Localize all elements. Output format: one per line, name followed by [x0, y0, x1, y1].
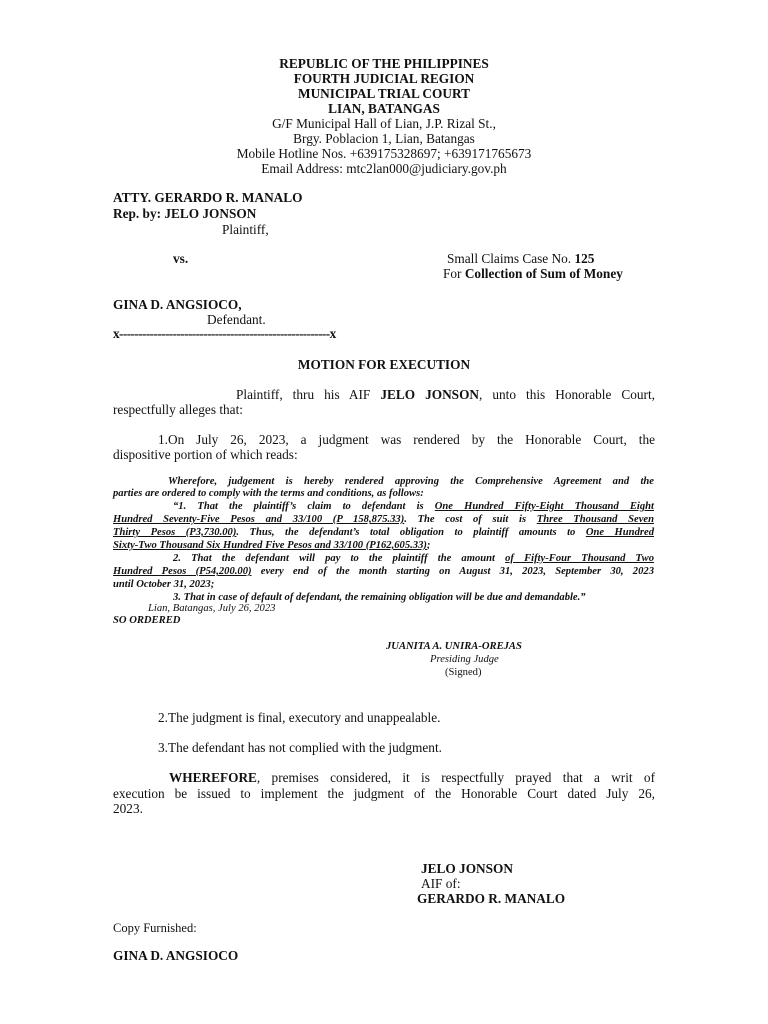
- para2: 2.The judgment is final, executory and unappealable.: [158, 710, 441, 725]
- prayer-line-1: [113, 770, 655, 785]
- quote-item1-text: “1. That the plaintiff’s claim to defendant is: [173, 501, 424, 512]
- plaintiff-name: ATTY. GERARDO R. MANALO: [113, 190, 303, 205]
- quote-place-date: Lian, Batangas, July 26, 2023: [148, 603, 276, 614]
- judge-signed: (Signed): [445, 667, 482, 678]
- judge-name: JUANITA A. UNIRA-OREJAS: [386, 641, 522, 652]
- prayer-line-3: 2023.: [113, 801, 143, 816]
- intro-aif-name: JELO JONSON: [380, 387, 480, 402]
- quote-line-6: [113, 540, 430, 552]
- quote-installment-schedule: every end of the month starting on August 31, 2023, September 30, 2023: [260, 566, 654, 577]
- header-region: FOURTH JUDICIAL REGION: [293, 71, 475, 86]
- quote-total-end: ;: [426, 540, 431, 551]
- case-nature: Collection of Sum of Money: [464, 266, 623, 281]
- case-prefix: Small Claims Case No.: [447, 251, 572, 266]
- case-number-line: [447, 251, 594, 266]
- versus-label: vs.: [173, 251, 189, 266]
- signatory-aif-label: AIF of:: [421, 876, 461, 891]
- quote-line-1: Wherefore, judgement is hereby rendered approving the Comprehensive Agreement and the: [168, 476, 654, 487]
- header-address-2: Brgy. Poblacion 1, Lian, Batangas: [293, 131, 475, 146]
- intro-line-1: [113, 387, 655, 402]
- quote-cost-text: . The cost of suit is: [404, 514, 527, 525]
- header-address-1: G/F Municipal Hall of Lian, J.P. Rizal St.,: [272, 116, 496, 131]
- intro-text-a: Plaintiff, thru his AIF: [236, 387, 371, 402]
- quote-total-words: One Hundred: [585, 527, 654, 538]
- plaintiff-label: Plaintiff,: [222, 222, 269, 237]
- quote-line-9: until October 31, 2023;: [113, 579, 215, 590]
- para1-line-1: 1.On July 26, 2023, a judgment was rendered by the Honorable Court, the: [158, 432, 655, 447]
- prayer-line-2: execution be issued to implement the judgment of the Honorable Court dated July 26,: [113, 786, 655, 801]
- quote-line-7: [173, 553, 654, 565]
- signatory-principal: GERARDO R. MANALO: [417, 891, 566, 906]
- intro-text-b: , unto this Honorable Court,: [479, 387, 655, 402]
- prayer-text-1: , premises considered, it is respectfully prayed that a writ of: [256, 770, 655, 785]
- quote-claim-amount-words: One Hundred Fifty-Eight Thousand Eight: [434, 501, 654, 512]
- quote-claim-amount: Hundred Seventy-Five Pesos and 33/100 (P 158,875.33): [113, 514, 405, 525]
- quote-line-8: [113, 566, 654, 578]
- quote-installment-words: of Fifty-Four Thousand Two: [505, 553, 654, 564]
- motion-title: MOTION FOR EXECUTION: [297, 357, 471, 372]
- caption-separator: x-------------------------------------------------------x: [113, 326, 336, 341]
- plaintiff-representative: Rep. by: JELO JONSON: [113, 206, 257, 221]
- signatory-name: JELO JONSON: [421, 861, 513, 876]
- intro-line-2: respectfully alleges that:: [113, 402, 243, 417]
- quote-cost-amount: Thirty Pesos (P3,730.00): [113, 527, 237, 538]
- para1-line-2: dispositive portion of which reads:: [113, 447, 298, 462]
- header-court: MUNICIPAL TRIAL COURT: [298, 86, 470, 101]
- prayer-wherefore: WHEREFORE: [169, 770, 257, 785]
- quote-line-2: parties are ordered to comply with the terms and conditions, as follows:: [113, 488, 424, 499]
- court-header: [0, 56, 768, 176]
- para3: 3.The defendant has not complied with the judgment.: [158, 740, 442, 755]
- quote-total-amount: Sixty-Two Thousand Six Hundred Five Pesos and 33/100 (P162,605.33): [113, 540, 427, 551]
- judge-title: Presiding Judge: [430, 654, 499, 665]
- case-nature-line: [443, 266, 623, 281]
- defendant-label: Defendant.: [207, 312, 266, 327]
- quote-line-10: 3. That in case of default of defendant, the remaining obligation will be due and demandable.”: [173, 592, 586, 603]
- quote-line-3: [173, 501, 654, 513]
- case-number: 125: [574, 251, 595, 266]
- quote-installment-amount: Hundred Pesos (P54,200.00): [113, 566, 252, 577]
- quote-line-4: [113, 514, 654, 526]
- header-location: LIAN, BATANGAS: [328, 101, 440, 116]
- header-republic: REPUBLIC OF THE PHILIPPINES: [279, 56, 489, 71]
- quote-line-5: [113, 527, 654, 539]
- copy-recipient: GINA D. ANGSIOCO: [113, 948, 239, 963]
- header-hotline: Mobile Hotline Nos. +639175328697; +639171765673: [236, 146, 532, 161]
- quote-cost-words: Three Thousand Seven: [536, 514, 654, 525]
- header-email: Email Address: mtc2lan000@judiciary.gov.ph: [261, 161, 507, 176]
- defendant-name: GINA D. ANGSIOCO,: [113, 297, 242, 312]
- quote-so-ordered: SO ORDERED: [113, 615, 181, 626]
- quote-item2-text: 2. That the defendant will pay to the plaintiff the amount: [173, 553, 495, 564]
- copy-furnished-label: Copy Furnished:: [113, 921, 197, 935]
- quote-total-text: . Thus, the defendant’s total obligation to plaintiff amounts to: [236, 527, 576, 538]
- case-nature-prefix: For: [443, 266, 462, 281]
